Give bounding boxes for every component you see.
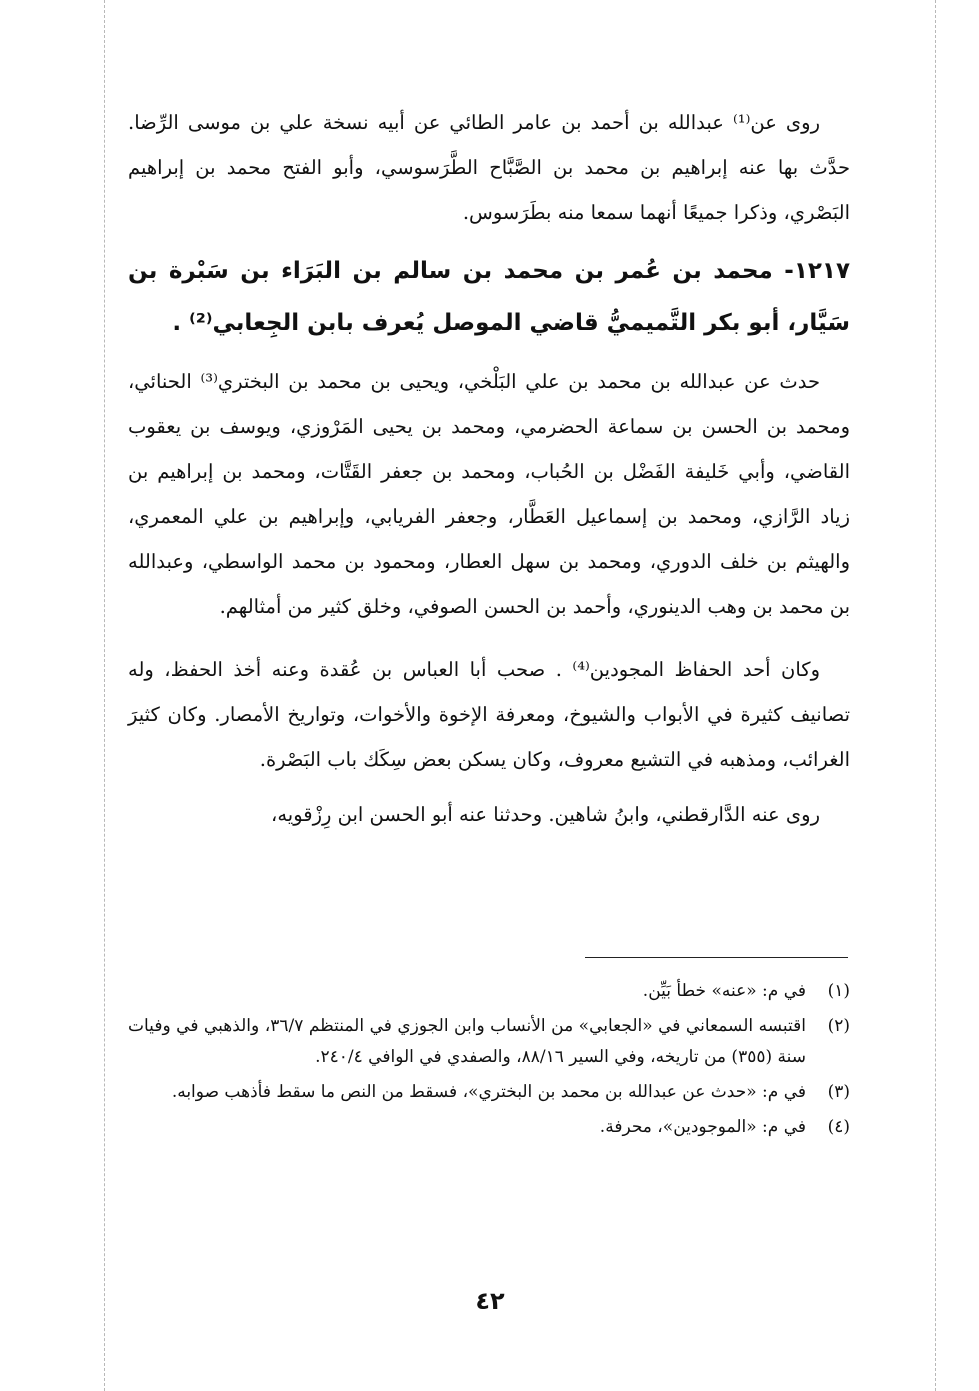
- footnote-number: (٢): [827, 1016, 850, 1036]
- footnotes: [128, 976, 850, 1147]
- paragraph-description: وكان أحد الحفاظ المجودين⁽⁴⁾ . صحب أبا العباس بن عُقدة وعنه أخذ الحفظ، وله تصانيف كثيرة في الأبواب والشيوخ، ومعرفة الإخوة والأخوات، وتواريخ الأمصار. وكان كثيرَ الغرائب، ومذهبه في التشيع معروف، وكان يسكن بعض سِكَك باب البَصْرة.: [128, 658, 850, 771]
- footnote-number: (٣): [827, 1082, 850, 1102]
- paragraph-students: روى عنه الدَّارقطني، وابنُ شاهين. وحدثنا عنه أبو الحسن ابن رِزْقويه،: [271, 803, 820, 826]
- main-text: [128, 100, 850, 837]
- footnote-4: [128, 1112, 850, 1143]
- footnote-number: (١): [827, 981, 850, 1001]
- paragraph-teachers: حدث عن عبدالله بن محمد بن علي البَلْخي، ويحيى بن محمد بن البختري⁽³⁾ الحنائي، ومحمد بن الحسن بن سماعة الحضرمي، ومحمد بن يحيى المَرْوزي، ويوسف بن يعقوب القاضي، وأبي خَليفة الفَضْل بن الحُباب، ومحمد بن جعفر القَتَّات، ومحمد بن إبراهيم بن زياد الرَّازي، ومحمد بن إسماعيل العَطَّار، وجعفر الفريابي، وإبراهيم بن علي المعمري، والهيثم بن خلف الدوري، ومحمد بن سهل العطار، ومحمود بن محمد الواسطي، وعبدالله بن محمد بن وهب الدينوري، وأحمد بن الحسن الصوفي، وخلق كثير من أمثالهم.: [128, 370, 850, 618]
- footnote-text: اقتبسه السمعاني في «الجعابي» من الأنساب وابن الجوزي في المنتظم ٣٦/٧، والذهبي في وفيات سنة (٣٥٥) من تاريخه، وفي السير ٨٨/١٦، والصفدي في الوافي ٢٤٠/٤.: [128, 1016, 806, 1067]
- footnote-text: في م: «حدث عن عبدالله بن محمد بن البختري»، فسقط من النص ما سقط فأذهب صوابه.: [171, 1082, 806, 1102]
- scan-edge-left: [104, 0, 105, 1391]
- paragraph-narration: روى عن⁽¹⁾ عبدالله بن أحمد بن عامر الطائي عن أبيه نسخة علي بن موسى الرِّضا. حدَّث بها عنه إبراهيم بن محمد بن الصَّبَّاح الطَّرَسوسي، وأبو الفتح محمد بن إبراهيم البَصْري، وذكرا جميعًا أنهما سمعا منه بطَرَسوس.: [128, 111, 850, 224]
- footnote-3: [128, 1077, 850, 1108]
- footnote-text: في م: «عنه» خطأ بَيِّن.: [642, 981, 806, 1001]
- footnote-1: [128, 976, 850, 1007]
- footnote-separator: [585, 957, 848, 958]
- footnote-2: [128, 1011, 850, 1073]
- scan-edge-right: [935, 0, 936, 1391]
- biography-entry-heading: ١٢١٧- محمد بن عُمر بن محمد بن سالم بن البَرَاء بن سَبْرة بن سَيَّار، أبو بكر التَّميميُّ قاضي الموصل يُعرف بابن الجِعابي⁽²⁾ .: [128, 258, 850, 336]
- page-number: ٤٢: [475, 1287, 505, 1315]
- footnote-number: (٤): [827, 1117, 850, 1137]
- footnote-text: في م: «الموجودين»، محرفة.: [599, 1117, 806, 1137]
